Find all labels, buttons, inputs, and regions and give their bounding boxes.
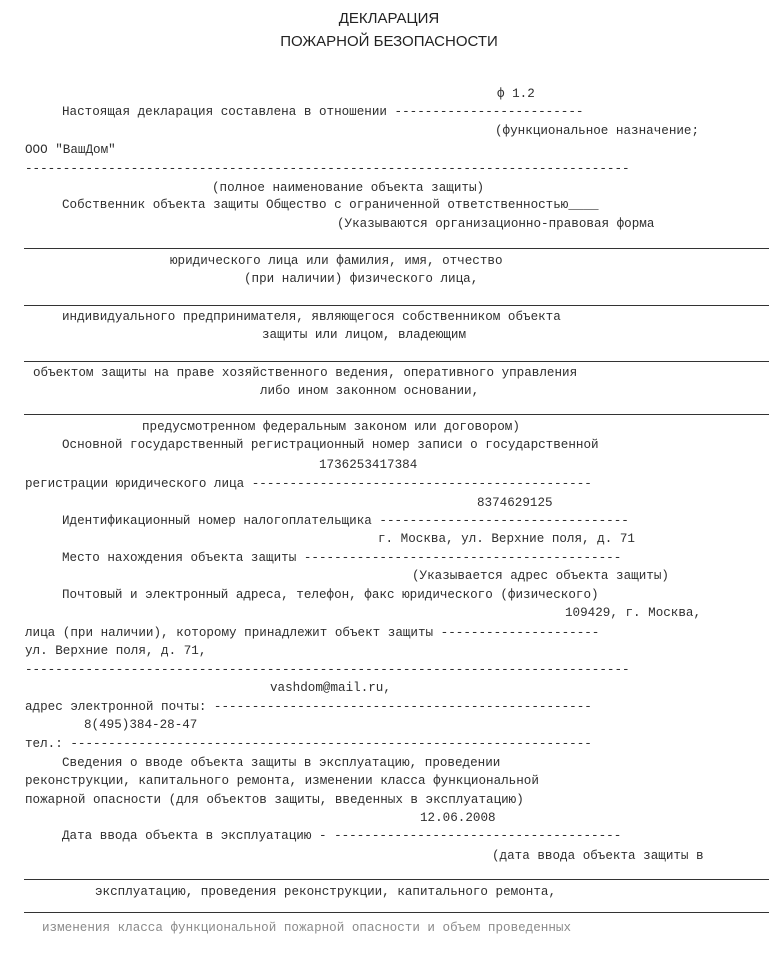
commission-date: 12.06.2008 xyxy=(420,811,496,825)
postal-address-street: ул. Верхние поля, д. 71, xyxy=(25,644,207,658)
text-line: индивидуального предпринимателя, являющегося собственником объекта xyxy=(62,310,561,324)
inn-value: 8374629125 xyxy=(477,496,553,510)
object-name: ООО "ВашДом" xyxy=(25,143,116,157)
text-line: адрес электронной почты: -------------------------------------------------- xyxy=(25,700,592,714)
text-line: Основной государственный регистрационный номер записи о государственной xyxy=(62,438,599,452)
registration-number: 1736253417384 xyxy=(319,458,418,472)
text-line: юридического лица или фамилия, имя, отчество xyxy=(170,254,503,268)
text-line: предусмотренном федеральным законом или договором) xyxy=(142,420,520,434)
text-line: объектом защиты на праве хозяйственного ведения, оперативного управления xyxy=(33,366,578,380)
text-line: (Указываются организационно-правовая форма xyxy=(337,217,655,231)
text-line: защиты или лицом, владеющим xyxy=(262,328,467,342)
text-line: (при наличии) физического лица, xyxy=(244,272,479,286)
text-line: (дата ввода объекта защиты в xyxy=(492,849,704,863)
text-line: пожарной опасности (для объектов защиты, введенных в эксплуатацию) xyxy=(25,793,524,807)
text-line: Место нахождения объекта защиты ------------------------------------------ xyxy=(62,551,622,565)
separator-line xyxy=(24,305,769,306)
document-title: ДЕКЛАРАЦИЯ xyxy=(338,10,440,27)
text-line: эксплуатацию, проведения реконструкции, капитального ремонта, xyxy=(95,885,557,899)
text-line: Идентификационный номер налогоплательщика --------------------------------- xyxy=(62,514,629,528)
text-line: тел.: --------------------------------------------------------------------- xyxy=(25,737,592,751)
dash-line: -------------------------------------------------------------------------------- xyxy=(25,663,630,677)
separator-line xyxy=(24,248,769,249)
separator-line xyxy=(24,912,769,913)
text-line: Почтовый и электронный адреса, телефон, факс юридического (физического) xyxy=(62,588,599,602)
text-line: (полное наименование объекта защиты) xyxy=(212,181,485,195)
text-line: реконструкции, капитального ремонта, изменении класса функциональной xyxy=(25,774,539,788)
text-line: либо ином законном основании, xyxy=(260,384,480,398)
text-line: (функциональное назначение; xyxy=(495,124,700,138)
document-subtitle: ПОЖАРНОЙ БЕЗОПАСНОСТИ xyxy=(280,33,498,50)
text-line: Дата ввода объекта в эксплуатацию - -------------------------------------- xyxy=(62,829,622,843)
object-address: г. Москва, ул. Верхние поля, д. 71 xyxy=(378,532,635,546)
form-code: ф 1.2 xyxy=(497,87,535,101)
text-line: лица (при наличии), которому принадлежит объект защиты --------------------- xyxy=(25,626,600,640)
separator-line xyxy=(24,361,769,362)
dash-line: -------------------------------------------------------------------------------- xyxy=(25,162,630,176)
text-line: Собственник объекта защиты Общество с ограниченной ответственностью____ xyxy=(62,198,599,212)
text-line: регистрации юридического лица --------------------------------------------- xyxy=(25,477,592,491)
text-line: (Указывается адрес объекта защиты) xyxy=(412,569,669,583)
postal-address: 109429, г. Москва, xyxy=(565,606,702,620)
email-value: vashdom@mail.ru, xyxy=(270,681,391,695)
text-line: Сведения о вводе объекта защиты в эксплуатацию, проведении xyxy=(62,756,501,770)
separator-line xyxy=(24,879,769,880)
phone-value: 8(495)384-28-47 xyxy=(84,718,198,732)
text-line: изменения класса функциональной пожарной опасности и объем проведенных xyxy=(42,921,572,935)
text-line: Настоящая декларация составлена в отношении ------------------------- xyxy=(62,105,584,119)
separator-line xyxy=(24,414,769,415)
